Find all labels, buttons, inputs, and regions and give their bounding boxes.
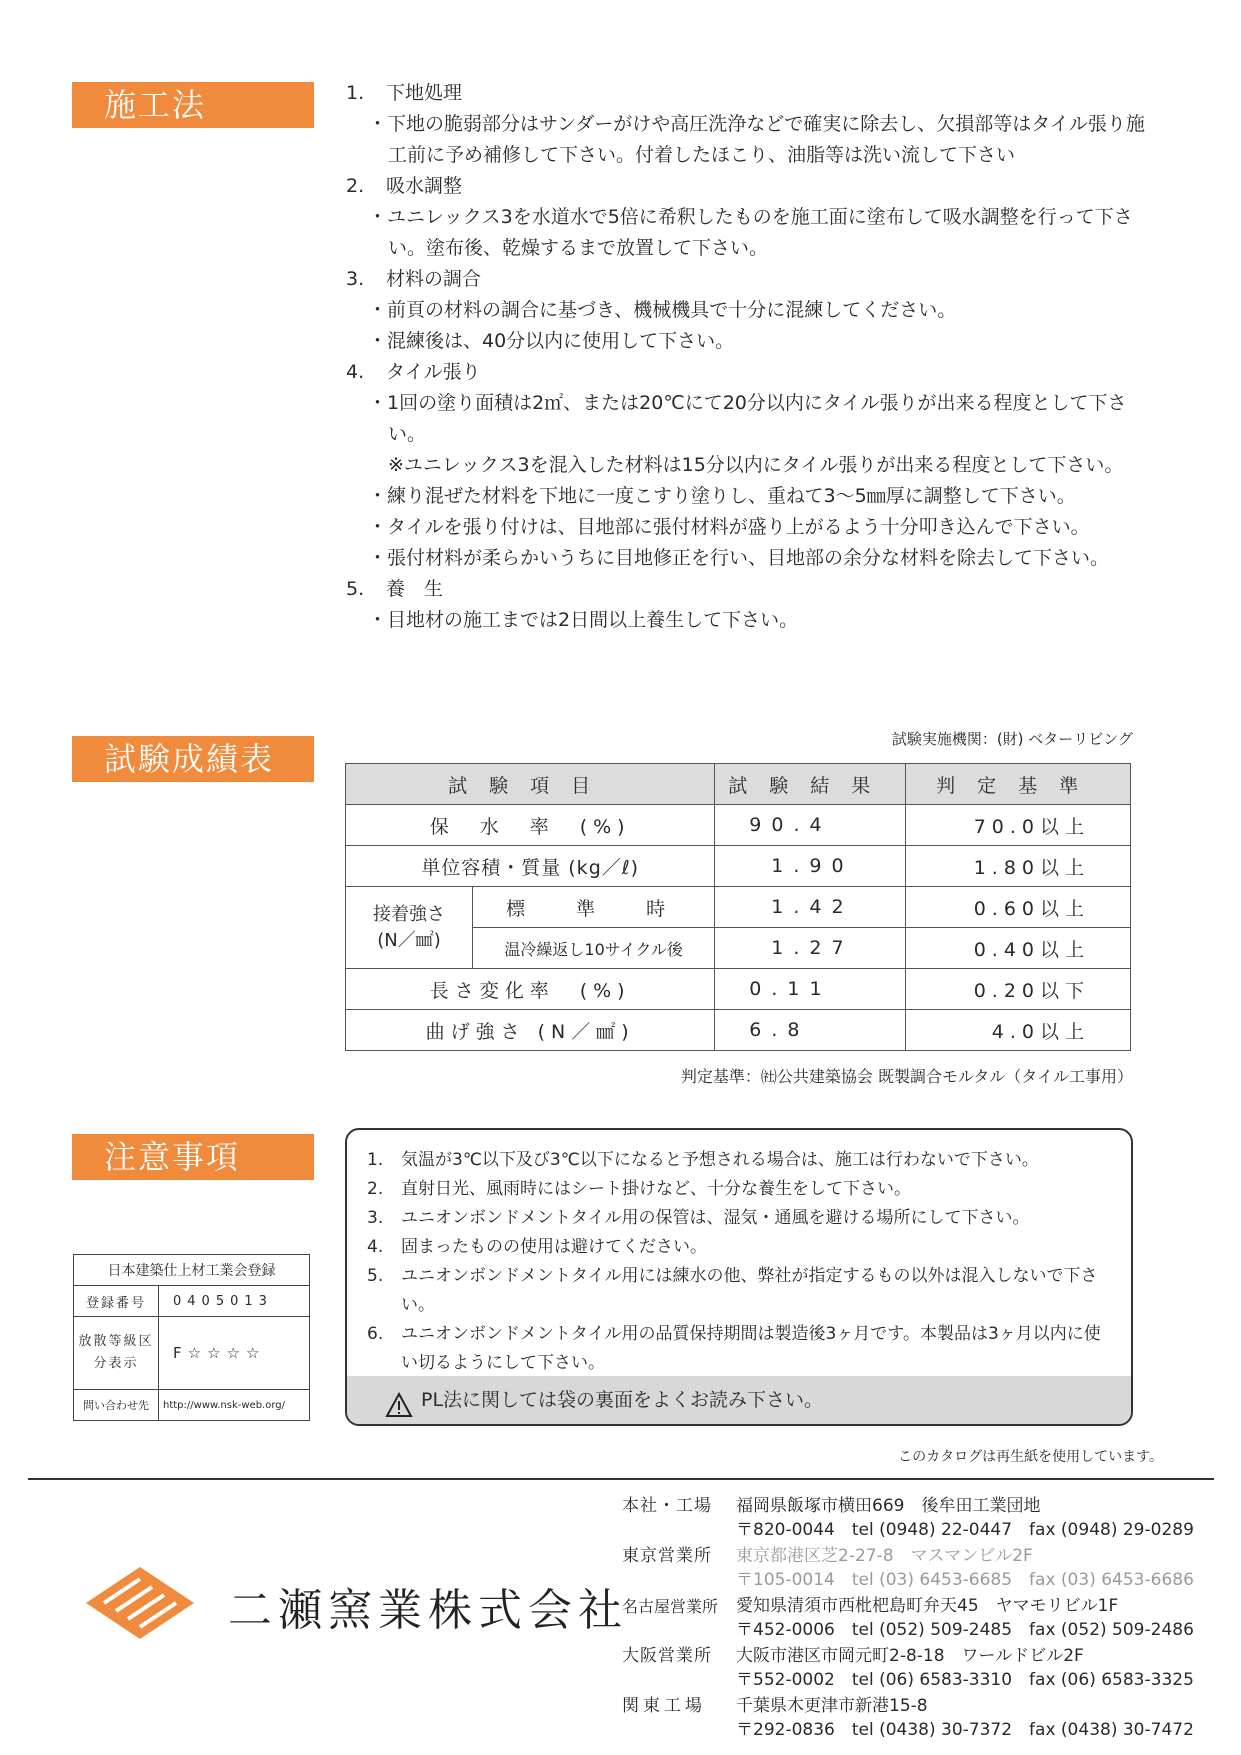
header-standard: 判定基準 — [906, 764, 1131, 805]
caution-item — [367, 1204, 1111, 1233]
caution-number: 5. — [367, 1266, 384, 1286]
office-address: 愛知県清須市西枇杷島町弁天45 ヤマモリビル1F — [736, 1596, 1119, 1616]
footer-divider — [28, 1478, 1214, 1480]
caution-text: ユニオンボンドメントタイル用の保管は、湿気・通風を避ける場所にして下さい。 — [401, 1208, 1030, 1228]
header-item: 試験項目 — [346, 764, 715, 805]
method-list — [346, 78, 1146, 636]
contact-url[interactable]: http://www.nsk-web.org/ — [159, 1390, 310, 1421]
caution-number: 6. — [367, 1324, 384, 1344]
step-number: 5. — [346, 578, 365, 600]
caution-text: 固まったものの使用は避けてください。 — [401, 1237, 707, 1257]
pl-notice-bar — [347, 1376, 1131, 1424]
row-result: 6.8 — [715, 1010, 906, 1051]
registration-row — [74, 1390, 310, 1421]
step-bullet: ・目地材の施工までは2日間以上養生して下さい。 — [368, 609, 799, 631]
caution-item — [367, 1175, 1111, 1204]
method-step — [346, 264, 1146, 295]
step-title: 下地処理 — [386, 82, 463, 104]
registration-number-label: 登録番号 — [74, 1286, 159, 1317]
caution-text: 気温が3℃以下及び3℃以下になると予想される場合は、施工は行わないで下さい。 — [401, 1150, 1039, 1170]
row-result: 1.27 — [715, 928, 906, 969]
registration-title: 日本建築仕上材工業会登録 — [74, 1255, 310, 1286]
step-number: 3. — [346, 268, 365, 290]
step-bullet: ・1回の塗り面積は2㎡、または20℃にて20分以内にタイル張りが出来る程度として下さい。 — [368, 392, 1127, 445]
warning-icon — [385, 1388, 413, 1414]
step-bullet: ・タイルを張り付けは、目地部に張付材料が盛り上がるよう十分叩き込んで下さい。 — [368, 516, 1090, 538]
table-row — [346, 1010, 1131, 1051]
row-result: 0.11 — [715, 969, 906, 1010]
caution-item — [367, 1233, 1111, 1262]
row-result: 1.42 — [715, 887, 906, 928]
office-address: 東京都港区芝2-27-8 マスマンビル2F — [736, 1546, 1033, 1566]
office-name: 名古屋営業所 — [622, 1597, 719, 1616]
step-bullet: ・下地の脆弱部分はサンダーがけや高圧洗浄などで確実に除去し、欠損部等はタイル張り施工前に予め補修して下さい。付着したほこり、油脂等は洗い流して下さい — [368, 113, 1145, 166]
row-standard: 70.0以上 — [906, 805, 1131, 846]
adhesion-label: 接着強さ(N／㎟) — [346, 887, 473, 969]
row-result: 1.90 — [715, 846, 906, 887]
step-bullet: ・前頁の材料の調合に基づき、機械機具で十分に混練してください。 — [368, 299, 957, 321]
step-number: 1. — [346, 82, 365, 104]
table-row — [346, 805, 1131, 846]
pl-notice-text: PL法に関しては袋の裏面をよくお読み下さい。 — [421, 1389, 824, 1411]
office-contact: 〒292-0836 tel (0438) 30-7372 fax (0438) 30-7472 — [736, 1720, 1194, 1740]
office-contact: 〒552-0002 tel (06) 6583-3310 fax (06) 6583-3325 — [736, 1670, 1194, 1690]
step-bullet: ・練り混ぜた材料を下地に一度こすり塗りし、重ねて3～5㎜厚に調整して下さい。 — [368, 485, 1076, 507]
step-bullet: ・ユニレックス3を水道水で5倍に希釈したものを施工面に塗布して吸水調整を行って下さい。塗布後、乾燥するまで放置して下さい。 — [368, 206, 1133, 259]
registration-number: 0405013 — [159, 1286, 310, 1317]
caution-text: 直射日光、風雨時にはシート掛けなど、十分な養生をして下さい。 — [401, 1179, 911, 1199]
caution-number: 2. — [367, 1179, 384, 1199]
office-contact: 〒452-0006 tel (052) 509-2485 fax (052) 509-2486 — [736, 1620, 1194, 1640]
table-header-row — [346, 764, 1131, 805]
step-title: タイル張り — [386, 361, 481, 383]
emission-class-label: 放散等級区分表示 — [74, 1317, 159, 1390]
step-number: 2. — [346, 175, 365, 197]
caution-section-label: 注意事項 — [72, 1134, 314, 1180]
row-item: 長さ変化率 (%) — [346, 969, 715, 1010]
office-contact: 〒105-0014 tel (03) 6453-6685 fax (03) 6453-6686 — [736, 1570, 1194, 1590]
header-result: 試験結果 — [715, 764, 906, 805]
step-title: 養 生 — [386, 578, 444, 600]
office-address: 福岡県飯塚市横田669 後牟田工業団地 — [736, 1496, 1041, 1516]
standard-note: 判定基準：㈳公共建築協会 既製調合モルタル（タイル工事用） — [680, 1067, 1133, 1086]
row-item: 保 水 率 (%) — [346, 805, 715, 846]
contact-label: 問い合わせ先 — [74, 1390, 159, 1421]
results-section-label: 試験成績表 — [72, 736, 314, 782]
row-item: 単位容積・質量 (kg／ℓ) — [346, 846, 715, 887]
caution-text: ユニオンボンドメントタイル用の品質保持期間は製造後3ヶ月です。本製品は3ヶ月以内に使い切るようにして下さい。 — [401, 1324, 1101, 1373]
company-logo-icon — [84, 1565, 196, 1641]
caution-number: 4. — [367, 1237, 384, 1257]
row-standard: 0.60以上 — [906, 887, 1131, 928]
registration-row — [74, 1286, 310, 1317]
test-institution: 試験実施機関：(財) ベターリビング — [891, 730, 1133, 748]
office-name: 本社・工場 — [622, 1496, 712, 1516]
method-step — [346, 171, 1146, 202]
company-name: 二瀬窯業株式会社 — [228, 1585, 628, 1636]
caution-number: 1. — [367, 1150, 384, 1170]
method-step — [346, 574, 1146, 605]
caution-item — [367, 1146, 1111, 1175]
results-table — [345, 763, 1131, 1051]
method-step — [346, 78, 1146, 109]
row-standard: 0.40以上 — [906, 928, 1131, 969]
caution-text: ユニオンボンドメントタイル用には練水の他、弊社が指定するもの以外は混入しないで下さい。 — [401, 1266, 1098, 1315]
office-address: 大阪市港区市岡元町2-8-18 ワールドビル2F — [736, 1646, 1084, 1666]
method-step — [346, 357, 1146, 388]
caution-list — [347, 1130, 1131, 1378]
row-standard: 4.0以上 — [906, 1010, 1131, 1051]
recycled-paper-note: このカタログは再生紙を使用しています。 — [898, 1449, 1163, 1465]
step-title: 材料の調合 — [386, 268, 482, 290]
step-number: 4. — [346, 361, 365, 383]
table-row — [346, 846, 1131, 887]
office-name: 大阪営業所 — [622, 1646, 712, 1666]
table-row — [346, 969, 1131, 1010]
step-title: 吸水調整 — [386, 175, 463, 197]
office-name: 東京営業所 — [622, 1546, 712, 1566]
registration-header-row — [74, 1255, 310, 1286]
office-address: 千葉県木更津市新港15-8 — [736, 1696, 928, 1716]
caution-item — [367, 1320, 1111, 1378]
registration-row — [74, 1317, 310, 1390]
caution-box — [345, 1128, 1133, 1426]
step-bullet: ・混練後は、40分以内に使用して下さい。 — [368, 330, 735, 352]
row-standard: 0.20以下 — [906, 969, 1131, 1010]
step-note: ※ユニレックス3を混入した材料は15分以内にタイル張りが出来る程度として下さい。 — [388, 454, 1124, 476]
caution-number: 3. — [367, 1208, 384, 1228]
row-standard: 1.80以上 — [906, 846, 1131, 887]
registration-table — [73, 1254, 310, 1421]
row-subitem: 温冷繰返し10サイクル後 — [473, 928, 715, 969]
method-section-label: 施工法 — [72, 82, 314, 128]
office-name: 関東工場 — [622, 1696, 706, 1716]
emission-class-value: F☆☆☆☆ — [159, 1317, 310, 1390]
table-row — [346, 887, 1131, 928]
caution-item — [367, 1262, 1111, 1320]
row-result: 90.4 — [715, 805, 906, 846]
step-bullet: ・張付材料が柔らかいうちに目地修正を行い、目地部の余分な材料を除去して下さい。 — [368, 547, 1110, 569]
office-contact: 〒820-0044 tel (0948) 22-0447 fax (0948) 29-0289 — [736, 1520, 1194, 1540]
row-subitem: 標 準 時 — [473, 887, 715, 928]
row-item: 曲げ強さ (N／㎟) — [346, 1010, 715, 1051]
